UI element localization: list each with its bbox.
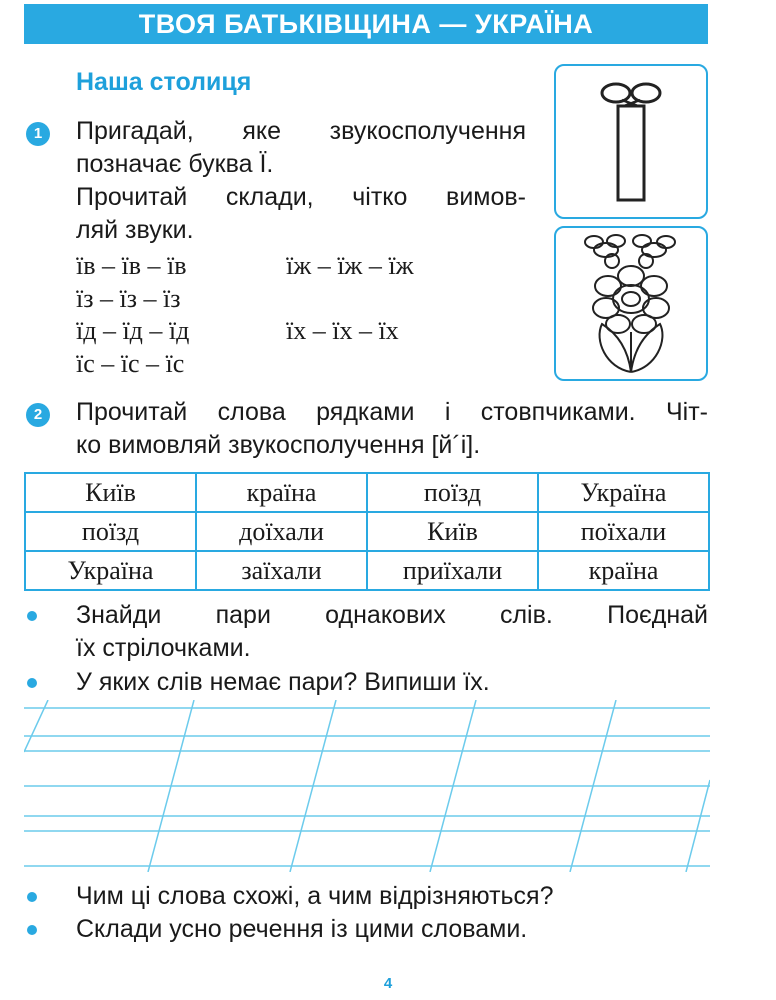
table-cell: країна bbox=[538, 551, 709, 590]
bullet-text-1-line-2: їх стрілочками. bbox=[76, 634, 251, 662]
syllables-yid: їд – їд – їд bbox=[76, 316, 190, 345]
bullet-dot bbox=[27, 925, 37, 935]
table-cell: Київ bbox=[25, 473, 196, 512]
table-cell: Україна bbox=[25, 551, 196, 590]
table-cell: поїхали bbox=[538, 512, 709, 551]
table-row bbox=[25, 473, 709, 512]
syllables-yizh: їж – їж – їж bbox=[286, 251, 414, 280]
table-cell: доїхали bbox=[196, 512, 367, 551]
task-number-1: 1 bbox=[26, 122, 50, 146]
table-cell: поїзд bbox=[25, 512, 196, 551]
page-banner: ТВОЯ БАТЬКІВЩИНА — УКРАЇНА bbox=[24, 4, 708, 44]
syllables-yikh: їх – їх – їх bbox=[286, 316, 399, 345]
bullet-dot bbox=[27, 678, 37, 688]
letter-picture-box bbox=[554, 64, 708, 219]
task2-line-2: ко вимовляй звукосполучення [й´і]. bbox=[76, 431, 481, 459]
flower-with-bees-icon bbox=[556, 228, 706, 379]
task1-text bbox=[76, 115, 526, 247]
letter-yi-with-scissors-icon bbox=[556, 66, 706, 217]
table-cell: заїхали bbox=[196, 551, 367, 590]
bullet-text-3: Чим ці слова схожі, а чим відрізняються? bbox=[76, 882, 554, 910]
table-cell: приїхали bbox=[367, 551, 538, 590]
task1-line-3: Прочитай склади, чітко вимов- bbox=[76, 183, 526, 211]
table-row bbox=[25, 551, 709, 590]
syllables-yis: їс – їс – їс bbox=[76, 349, 185, 378]
bullet-dot bbox=[27, 892, 37, 902]
bullet-text-2: У яких слів немає пари? Випиши їх. bbox=[76, 668, 490, 696]
words-table bbox=[24, 472, 710, 591]
bullet-dot bbox=[27, 611, 37, 621]
page-number: 4 bbox=[383, 975, 393, 992]
task1-line-2: позначає буква Ї. bbox=[76, 150, 274, 178]
syllables-yiv: їв – їв – їв bbox=[76, 251, 187, 280]
writing-lines[interactable] bbox=[24, 700, 710, 872]
task1-line-1: Пригадай, яке звукосполучення bbox=[76, 117, 526, 145]
table-cell: Україна bbox=[538, 473, 709, 512]
bullet-text-4: Склади усно речення із цими словами. bbox=[76, 915, 528, 943]
task1-line-4: ляй звуки. bbox=[76, 216, 194, 244]
table-cell: Київ bbox=[367, 512, 538, 551]
section-subtitle: Наша столиця bbox=[76, 68, 252, 96]
task2-line-1: Прочитай слова рядками і стовпчиками. Чіт- bbox=[76, 398, 708, 426]
bullet-text-1-line-1: Знайди пари однакових слів. Поєднай bbox=[76, 601, 708, 629]
syllables-yiz: їз – їз – їз bbox=[76, 284, 181, 313]
table-cell: країна bbox=[196, 473, 367, 512]
table-row bbox=[25, 512, 709, 551]
task2-text bbox=[76, 396, 708, 462]
task-number-2: 2 bbox=[26, 403, 50, 427]
flower-picture-box bbox=[554, 226, 708, 381]
table-cell: поїзд bbox=[367, 473, 538, 512]
